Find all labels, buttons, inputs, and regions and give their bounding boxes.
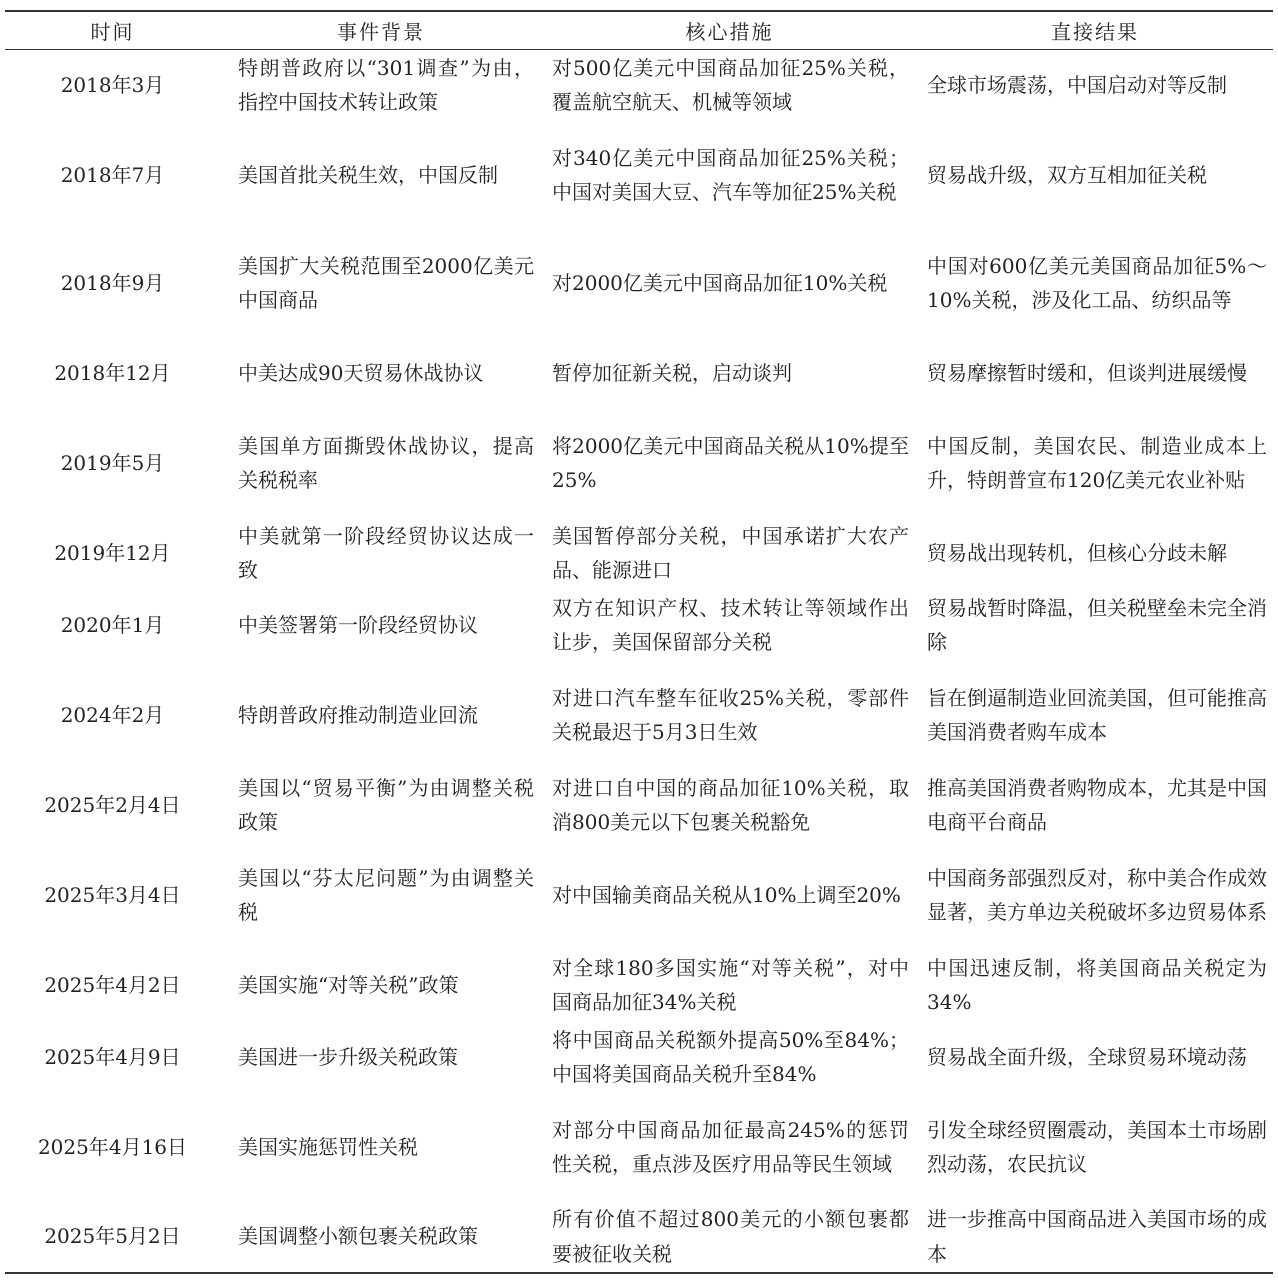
- cell-result: 贸易摩擦暂时缓和，但谈判进展缓慢: [927, 360, 1247, 385]
- cell-measures: 对340亿美元中国商品加征25%关税；中国对美国大豆、汽车等加征25%关税: [552, 145, 909, 204]
- table-row: [5, 1021, 1273, 1093]
- cell-time: 2018年3月: [60, 73, 165, 97]
- cell-time: 2025年3月4日: [44, 882, 181, 907]
- cell-result: 中国对600亿美元美国商品加征5%～10%关税，涉及化工品、纺织品等: [927, 253, 1267, 312]
- cell-result: 贸易战出现转机，但核心分歧未解: [927, 540, 1227, 565]
- cell-result: 进一步推高中国商品进入美国市场的成本: [917, 1201, 1273, 1273]
- header-result: 直接结果: [917, 11, 1273, 49]
- cell-background: 美国首批关税生效，中国反制: [238, 162, 498, 187]
- cell-result: 贸易战暂时降温，但关税壁垒未完全消除: [927, 595, 1267, 654]
- table-row: [5, 121, 1273, 229]
- cell-background: 特朗普政府以“301调查”为由，指控中国技术转让政策: [238, 55, 534, 115]
- cell-measures: 对进口汽车整车征收25%关税，零部件关税最迟于5月3日生效: [552, 685, 909, 744]
- table-header-row: [5, 11, 1273, 49]
- table-row: [5, 229, 1273, 337]
- cell-measures: 对部分中国商品加征最高245%的惩罚性关税，重点涉及医疗用品等民生领域: [552, 1117, 909, 1176]
- cell-time: 2019年12月: [54, 540, 171, 565]
- table-row: [5, 49, 1273, 121]
- cell-background: 美国进一步升级关税政策: [238, 1044, 458, 1069]
- cell-result: 旨在倒逼制造业回流美国，但可能推高美国消费者购车成本: [927, 685, 1267, 744]
- header-measures: 核心措施: [542, 11, 917, 49]
- table-row: [5, 517, 1273, 589]
- table-row: [5, 589, 1273, 661]
- cell-time: 2018年7月: [60, 162, 165, 187]
- cell-background: 美国单方面撕毁休战协议，提高关税税率: [238, 433, 534, 492]
- cell-measures: 将中国商品关税额外提高50%至84%；中国将美国商品关税升至84%: [552, 1027, 909, 1086]
- cell-measures: 双方在知识产权、技术转让等领域作出让步，美国保留部分关税: [552, 595, 909, 654]
- cell-time: 2025年4月16日: [37, 1134, 188, 1159]
- cell-time: 2020年1月: [60, 612, 165, 637]
- cell-background: 中美达成90天贸易休战协议: [238, 360, 484, 385]
- cell-measures: 美国暂停部分关税，中国承诺扩大农产品、能源进口: [552, 523, 909, 582]
- cell-measures: 暂停加征新关税，启动谈判: [552, 360, 792, 385]
- tariff-timeline-table: [5, 10, 1273, 1274]
- cell-background: 美国以“贸易平衡”为由调整关税政策: [238, 775, 534, 834]
- cell-background: 美国实施“对等关税”政策: [238, 972, 459, 997]
- cell-background: 美国实施惩罚性关税: [238, 1134, 418, 1159]
- cell-measures: 对全球180多国实施“对等关税”，对中国商品加征34%关税: [552, 955, 909, 1014]
- cell-time: 2018年12月: [54, 360, 171, 385]
- cell-background: 中美就第一阶段经贸协议达成一致: [238, 523, 534, 582]
- cell-time: 2019年5月: [60, 450, 165, 475]
- table-row: [5, 409, 1273, 517]
- cell-result: 贸易战全面升级，全球贸易环境动荡: [927, 1044, 1247, 1069]
- header-time: 时间: [5, 11, 220, 49]
- cell-measures: 对500亿美元中国商品加征25%关税，覆盖航空航天、机械等领域: [552, 55, 909, 115]
- table-row: [5, 337, 1273, 409]
- cell-time: 2025年5月2日: [5, 1201, 220, 1273]
- cell-measures: 对中国输美商品关税从10%上调至20%: [552, 882, 901, 907]
- table-row: [5, 661, 1273, 769]
- cell-background: 美国调整小额包裹关税政策: [220, 1201, 542, 1273]
- cell-time: 2024年2月: [60, 702, 165, 727]
- cell-result: 贸易战升级，双方互相加征关税: [927, 162, 1207, 187]
- table-row: [5, 1201, 1273, 1273]
- cell-background: 中美签署第一阶段经贸协议: [238, 612, 478, 637]
- cell-measures: 所有价值不超过800美元的小额包裹都要被征收关税: [542, 1201, 917, 1273]
- table-row: [5, 1093, 1273, 1201]
- cell-result: 全球市场震荡，中国启动对等反制: [927, 73, 1227, 97]
- cell-result: 推高美国消费者购物成本，尤其是中国电商平台商品: [927, 775, 1267, 834]
- cell-measures: 对2000亿美元中国商品加征10%关税: [552, 270, 888, 295]
- cell-time: 2025年2月4日: [44, 792, 181, 817]
- cell-result: 中国迅速反制，将美国商品关税定为34%: [927, 955, 1267, 1014]
- cell-background: 美国以“芬太尼问题”为由调整关税: [238, 865, 534, 924]
- cell-background: 美国扩大关税范围至2000亿美元中国商品: [238, 253, 534, 312]
- cell-measures: 对进口自中国的商品加征10%关税，取消800美元以下包裹关税豁免: [552, 775, 909, 834]
- header-background: 事件背景: [220, 11, 542, 49]
- table-row: [5, 841, 1273, 949]
- table-row: [5, 949, 1273, 1021]
- cell-result: 引发全球经贸圈震动，美国本土市场剧烈动荡，农民抗议: [927, 1117, 1267, 1176]
- cell-background: 特朗普政府推动制造业回流: [238, 702, 478, 727]
- cell-result: 中国反制，美国农民、制造业成本上升，特朗普宣布120亿美元农业补贴: [927, 433, 1267, 492]
- cell-result: 中国商务部强烈反对，称中美合作成效显著，美方单边关税破坏多边贸易体系: [927, 865, 1267, 924]
- cell-time: 2025年4月9日: [44, 1044, 181, 1069]
- table-row: [5, 769, 1273, 841]
- cell-time: 2025年4月2日: [44, 972, 181, 997]
- cell-measures: 将2000亿美元中国商品关税从10%提至25%: [552, 433, 909, 492]
- cell-time: 2018年9月: [60, 270, 165, 295]
